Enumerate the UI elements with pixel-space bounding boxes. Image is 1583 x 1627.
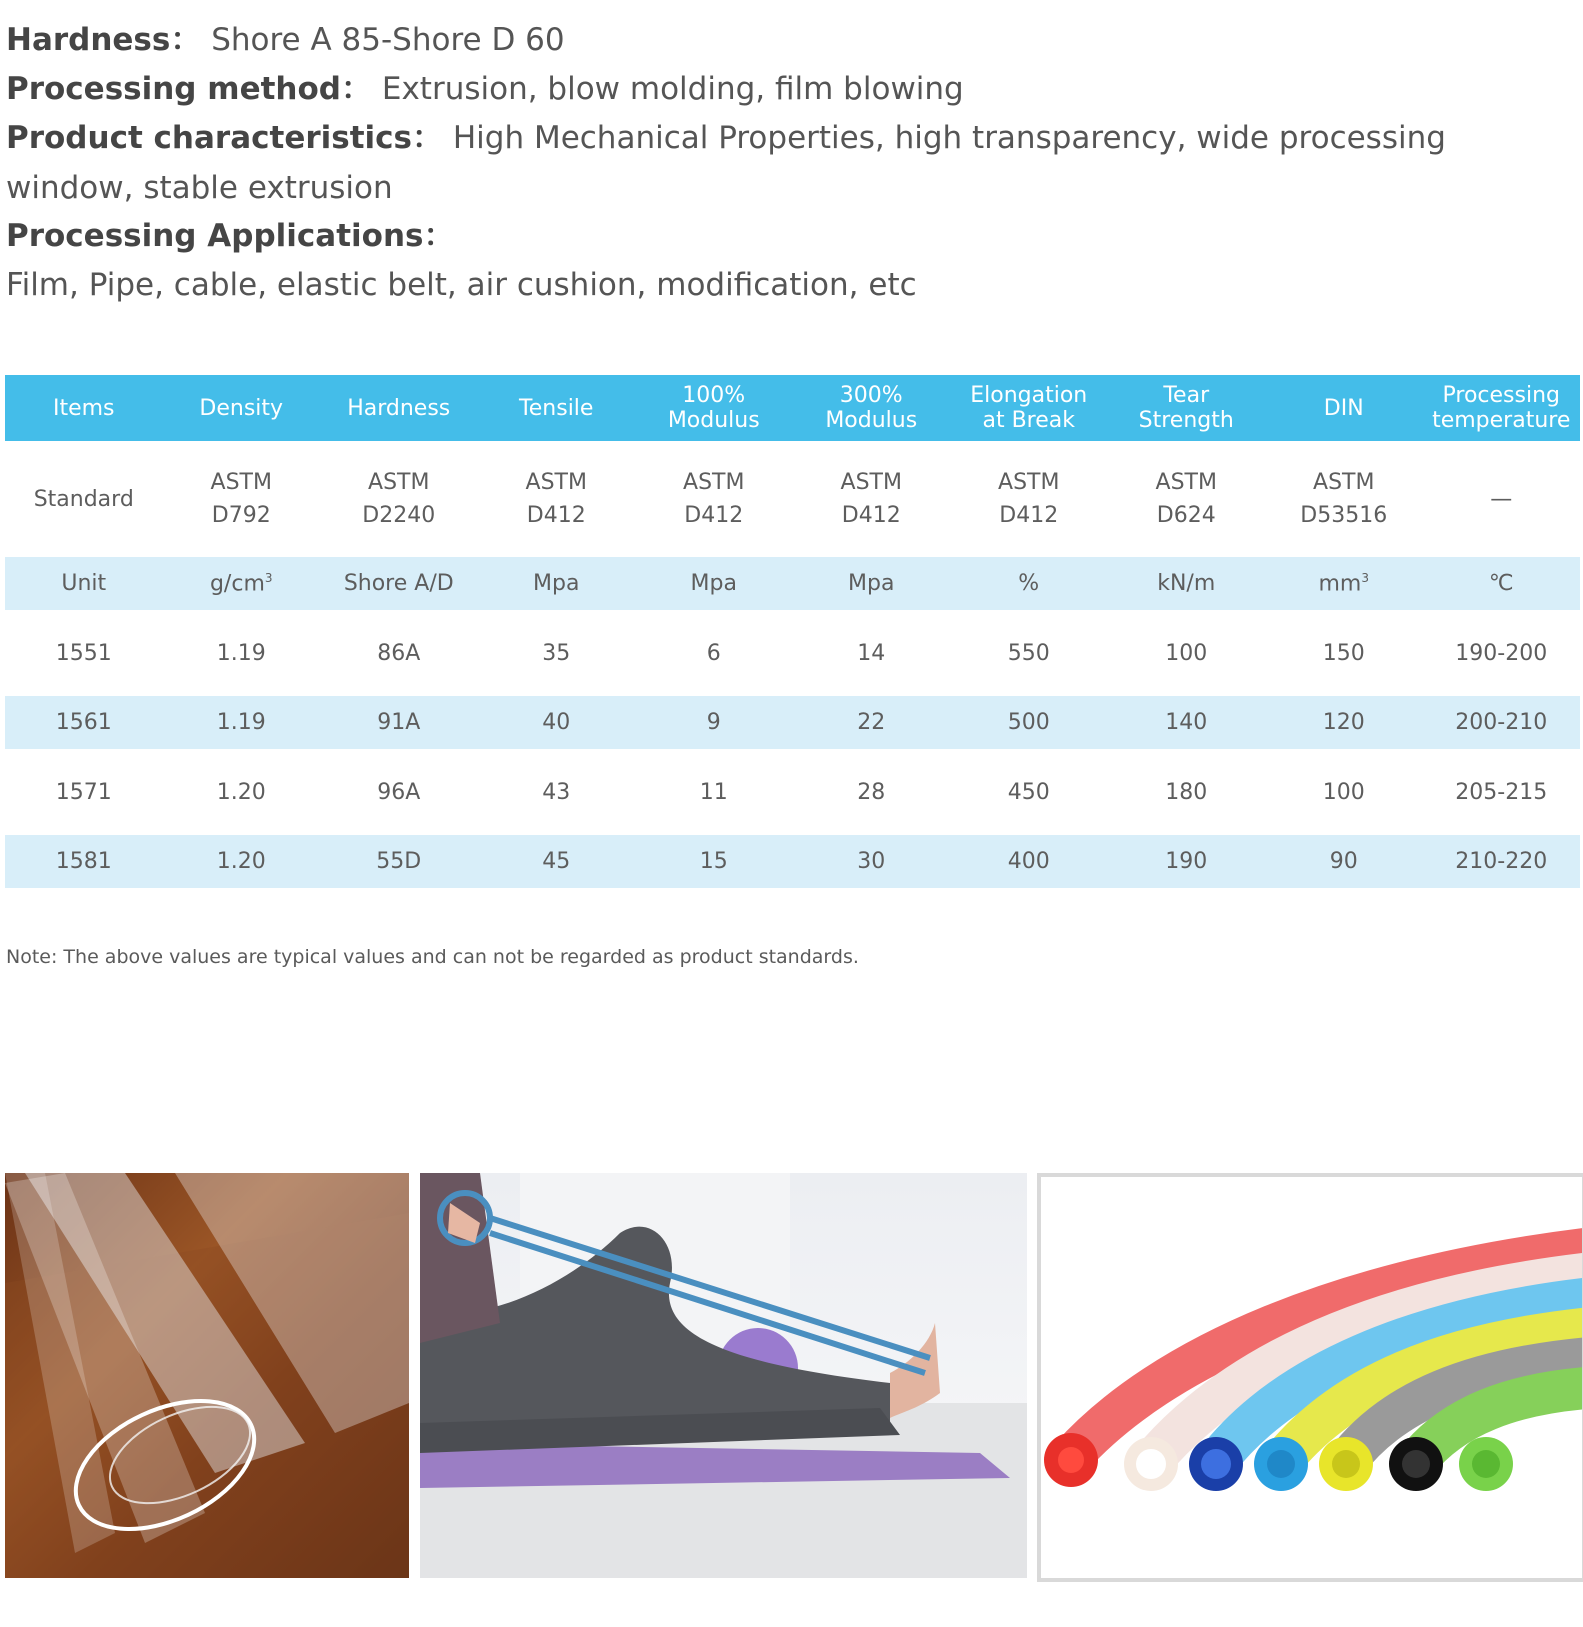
table-cell: 1.20 <box>163 835 321 888</box>
standard-cell-line: D2240 <box>362 503 436 528</box>
unit-superscript: 3 <box>264 570 273 585</box>
column-header <box>163 375 321 441</box>
standard-cell <box>1265 441 1423 557</box>
column-header <box>793 375 951 441</box>
standard-cell-line: ASTM <box>525 470 587 495</box>
unit-text: kN/m <box>1157 571 1216 596</box>
spec-processing-method-label: Processing method： <box>6 71 372 107</box>
table-cell: 9 <box>635 696 793 749</box>
standard-cell <box>1108 441 1266 557</box>
unit-text: % <box>1018 571 1040 596</box>
table-cell: 14 <box>857 640 886 666</box>
unit-text: mm <box>1318 571 1362 597</box>
standard-cell-line: D412 <box>684 503 744 528</box>
standard-cell-line: ASTM <box>368 470 430 495</box>
transparent-film-photo <box>5 1173 409 1578</box>
unit-text: g/cm <box>209 571 265 597</box>
unit-cell <box>950 557 1108 610</box>
column-header-line: Hardness <box>347 395 451 421</box>
column-header-line: DIN <box>1323 395 1364 421</box>
column-header <box>1108 375 1266 441</box>
standard-cell-line: — <box>1490 486 1513 512</box>
standard-cell <box>635 441 793 557</box>
table-row <box>5 696 1580 749</box>
table-cell: 1.19 <box>216 640 266 666</box>
table-cell: 150 <box>1322 640 1365 666</box>
standard-cell <box>950 441 1108 557</box>
table-cell: 1.20 <box>216 779 266 805</box>
spec-applications-label: Processing Applications： <box>6 218 455 254</box>
table-cell: 15 <box>635 835 793 888</box>
unit-superscript: 3 <box>1361 570 1369 585</box>
spec-applications-value: Film, Pipe, cable, elastic belt, air cushion, modification, etc <box>6 267 917 303</box>
table-cell: 28 <box>857 779 886 805</box>
table-cell: 1.19 <box>163 696 321 749</box>
table-row <box>5 610 1580 696</box>
standard-cell <box>5 441 163 557</box>
column-header <box>635 375 793 441</box>
standard-cell <box>320 441 478 557</box>
column-header <box>320 375 478 441</box>
column-header-line: Strength <box>1138 408 1234 433</box>
spec-processing-method <box>6 64 1526 114</box>
standard-cell-line: ASTM <box>683 470 745 495</box>
table-cell: 140 <box>1108 696 1266 749</box>
spec-characteristics-value: High Mechanical Properties, high transparency, wide processing window, stable extrusion <box>6 120 1446 206</box>
standard-cell-line: D792 <box>211 503 271 528</box>
standard-cell-line: D412 <box>999 503 1059 528</box>
table-header-row <box>5 375 1580 441</box>
unit-cell <box>793 557 951 610</box>
table-cell: 1561 <box>5 696 163 749</box>
table-cell: 120 <box>1265 696 1423 749</box>
unit-text: Mpa <box>848 571 895 596</box>
standard-cell-line: D412 <box>841 503 901 528</box>
table-cell: 43 <box>542 779 571 805</box>
table-cell: 205-215 <box>1455 779 1548 805</box>
table-row <box>5 749 1580 835</box>
table-cell: 22 <box>793 696 951 749</box>
colored-tubes-photo <box>1037 1173 1583 1582</box>
standard-cell-line: D624 <box>1156 503 1216 528</box>
unit-text: Mpa <box>533 571 580 596</box>
column-header <box>1423 375 1581 441</box>
table-cell: 90 <box>1265 835 1423 888</box>
unit-cell <box>163 557 321 610</box>
standard-cell <box>478 441 636 557</box>
column-header-line: Density <box>199 395 284 421</box>
standard-cell <box>1423 441 1581 557</box>
standard-cell-line: D412 <box>526 503 586 528</box>
table-cell: 40 <box>478 696 636 749</box>
unit-cell <box>320 557 478 610</box>
table-cell: 100 <box>1322 779 1365 805</box>
column-header-line: Elongation <box>970 383 1088 408</box>
column-header <box>5 375 163 441</box>
column-header <box>1265 375 1423 441</box>
spec-hardness-label: Hardness： <box>6 22 202 58</box>
unit-text: Shore A/D <box>343 571 454 596</box>
column-header-line: temperature <box>1432 408 1571 433</box>
column-header-line: 300% <box>839 383 903 408</box>
note-text: Note: The above values are typical values and can not be regarded as product standards. <box>6 946 859 968</box>
spec-characteristics <box>6 113 1526 213</box>
table-cell: 200-210 <box>1423 696 1581 749</box>
standard-row <box>5 441 1580 557</box>
column-header <box>950 375 1108 441</box>
unit-cell <box>1108 557 1266 610</box>
column-header-line: Tear <box>1163 383 1210 408</box>
table-cell: 96A <box>377 779 421 805</box>
elastic-band-exercise-photo <box>420 1173 1027 1578</box>
column-header-line: at Break <box>982 408 1075 433</box>
standard-cell-line: ASTM <box>998 470 1060 495</box>
column-header-line: Items <box>52 395 115 421</box>
table-cell: 450 <box>1007 779 1050 805</box>
table-cell: 180 <box>1165 779 1208 805</box>
table-cell: 91A <box>320 696 478 749</box>
properties-table <box>5 375 1580 888</box>
table-cell: 86A <box>377 640 421 666</box>
column-header-line: Tensile <box>519 395 594 421</box>
column-header-line: Modulus <box>667 408 760 433</box>
spec-characteristics-label: Product characteristics： <box>6 120 443 156</box>
table-row <box>5 835 1580 888</box>
table-cell: 500 <box>950 696 1108 749</box>
spec-processing-method-value: Extrusion, blow molding, film blowing <box>381 71 964 107</box>
standard-cell-line: ASTM <box>1313 470 1375 495</box>
standard-cell <box>793 441 951 557</box>
standard-cell-line: ASTM <box>210 470 272 495</box>
unit-cell <box>1265 557 1423 610</box>
unit-text: Mpa <box>690 571 737 596</box>
unit-cell <box>635 557 793 610</box>
unit-text: ℃ <box>1488 571 1514 596</box>
table-cell: 30 <box>793 835 951 888</box>
unit-text: Unit <box>61 571 107 596</box>
standard-cell-line: D53516 <box>1300 503 1388 528</box>
table-cell: 100 <box>1165 640 1208 666</box>
spec-hardness-value: Shore A 85-Shore D 60 <box>211 22 565 58</box>
table-cell: 1581 <box>5 835 163 888</box>
spec-applications <box>6 211 1526 261</box>
table-cell: 45 <box>478 835 636 888</box>
table-cell: 190-200 <box>1455 640 1548 666</box>
column-header-line: 100% <box>682 383 746 408</box>
standard-cell <box>163 441 321 557</box>
unit-cell <box>478 557 636 610</box>
unit-row <box>5 557 1580 610</box>
standard-cell-line: ASTM <box>1155 470 1217 495</box>
table-cell: 35 <box>542 640 571 666</box>
standard-cell-line: ASTM <box>840 470 902 495</box>
unit-cell <box>5 557 163 610</box>
table-cell: 11 <box>699 779 728 805</box>
table-cell: 1571 <box>55 779 112 805</box>
unit-cell <box>1423 557 1581 610</box>
table-cell: 6 <box>706 640 721 666</box>
standard-cell-line: Standard <box>33 486 134 512</box>
table-cell: 190 <box>1108 835 1266 888</box>
table-cell: 210-220 <box>1423 835 1581 888</box>
table-cell: 400 <box>950 835 1108 888</box>
column-header <box>478 375 636 441</box>
column-header-line: Processing <box>1442 383 1560 408</box>
table-cell: 55D <box>320 835 478 888</box>
spec-hardness <box>6 15 1526 65</box>
column-header-line: Modulus <box>825 408 918 433</box>
table-cell: 1551 <box>55 640 112 666</box>
table-cell: 550 <box>1007 640 1050 666</box>
